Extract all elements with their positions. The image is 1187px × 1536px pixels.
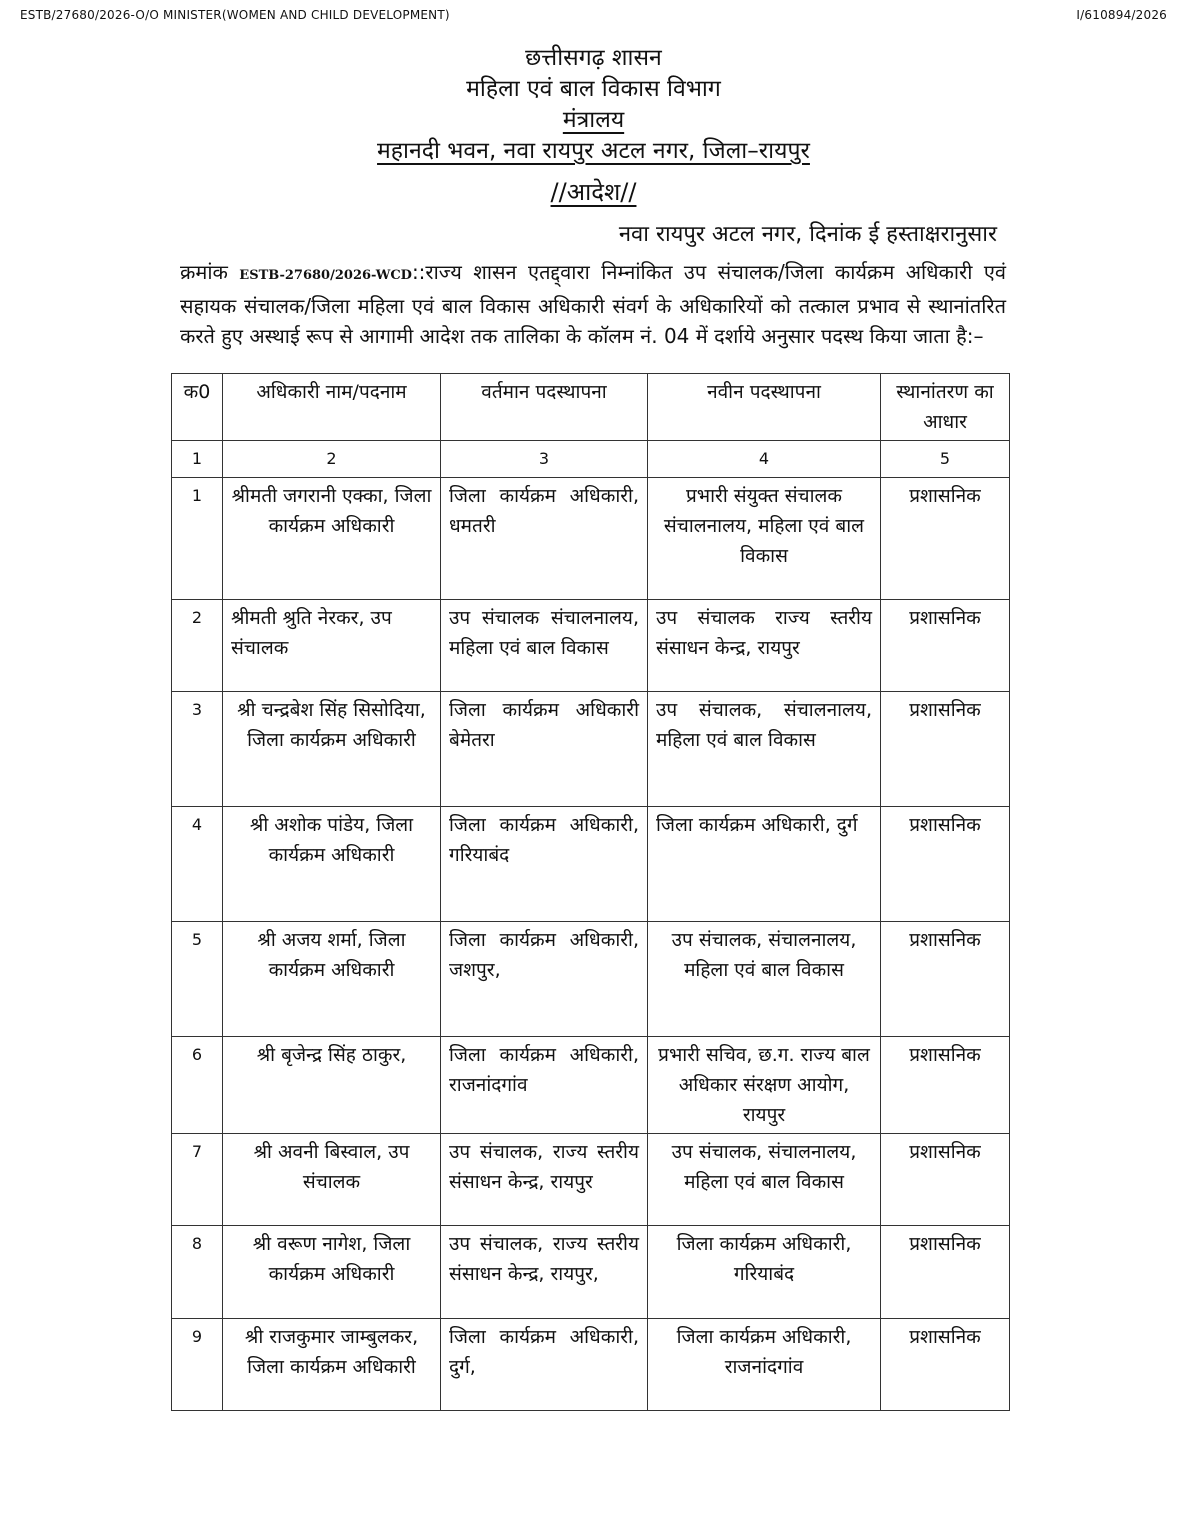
serial-number: 8 [172, 1226, 223, 1319]
table-row [172, 478, 1010, 600]
office-address: महानदी भवन, नवा रायपुर अटल नगर, जिला–रायपुर [377, 138, 810, 164]
order-title-wrap [0, 175, 1187, 208]
new-posting: प्रभारी सचिव, छ.ग. राज्य बाल अधिकार संरक्षण आयोग, रायपुर [648, 1037, 881, 1134]
serial-number: 9 [172, 1319, 223, 1411]
new-posting: जिला कार्यक्रम अधिकारी, गरियाबंद [648, 1226, 881, 1319]
table-row [172, 807, 1010, 922]
order-intro-paragraph [180, 257, 1006, 351]
header-officer-name: अधिकारी नाम/पदनाम [223, 374, 441, 441]
current-posting: जिला कार्यक्रम अधिकारी, धमतरी [441, 478, 648, 600]
serial-number: 4 [172, 807, 223, 922]
serial-number: 5 [172, 922, 223, 1037]
current-posting: उप संचालक संचालनालय, महिला एवं बाल विकास [441, 600, 648, 692]
current-posting: जिला कार्यक्रम अधिकारी, दुर्ग, [441, 1319, 648, 1411]
order-intro-text: ::राज्य शासन एतद्द्वारा निम्नांकित उप संचालक/जिला कार्यक्रम अधिकारी एवं सहायक संचालक/जिला महिला एवं बाल विकास अधिकारी संवर्ग के अधिकारियों को तत्काल प्रभाव से स्थानांतरित करते हुए अस्थाई रूप से आगामी आदेश तक तालिका के कॉलम नं. 04 में दर्शाये अनुसार पदस्थ किया जाता है:– [180, 260, 1006, 348]
transfer-basis: प्रशासनिक [881, 807, 1010, 922]
table-row [172, 692, 1010, 807]
address-line-wrap [0, 133, 1187, 165]
new-posting: जिला कार्यक्रम अधिकारी, राजनांदगांव [648, 1319, 881, 1411]
serial-number: 3 [172, 692, 223, 807]
table-row [172, 600, 1010, 692]
new-posting: उप संचालक, संचालनालय, महिला एवं बाल विकास [648, 1134, 881, 1226]
column-number: 4 [648, 441, 881, 478]
document-reference-bar [20, 8, 1167, 24]
transfer-basis: प्रशासनिक [881, 478, 1010, 600]
officer-name: श्री वरूण नागेश, जिला कार्यक्रम अधिकारी [223, 1226, 441, 1319]
officer-name: श्रीमती श्रुति नेरकर, उप संचालक [223, 600, 441, 692]
officer-name: श्री बृजेन्द्र सिंह ठाकुर, [223, 1037, 441, 1134]
current-posting: जिला कार्यक्रम अधिकारी, राजनांदगांव [441, 1037, 648, 1134]
transfer-basis: प्रशासनिक [881, 1226, 1010, 1319]
new-posting: उप संचालक, संचालनालय, महिला एवं बाल विकास [648, 922, 881, 1037]
header-current-posting: वर्तमान पदस्थापना [441, 374, 648, 441]
table-row [172, 1226, 1010, 1319]
header-serial: क0 [172, 374, 223, 441]
order-title: //आदेश// [550, 178, 637, 206]
officer-name: श्रीमती जगरानी एक्का, जिला कार्यक्रम अधिकारी [223, 478, 441, 600]
serial-number: 2 [172, 600, 223, 692]
serial-number: 1 [172, 478, 223, 600]
order-number-prefix: क्रमांक [180, 260, 240, 284]
column-number: 1 [172, 441, 223, 478]
government-name: छत्तीसगढ़ शासन [525, 45, 662, 71]
order-reference-number: ESTB-27680/2026-WCD [239, 268, 412, 283]
current-posting: जिला कार्यक्रम अधिकारी, गरियाबंद [441, 807, 648, 922]
transfer-table [171, 373, 1010, 1411]
header-new-posting: नवीन पदस्थापना [648, 374, 881, 441]
officer-name: श्री अवनी बिस्वाल, उप संचालक [223, 1134, 441, 1226]
column-number: 5 [881, 441, 1010, 478]
transfer-basis: प्रशासनिक [881, 1037, 1010, 1134]
officer-name: श्री अजय शर्मा, जिला कार्यक्रम अधिकारी [223, 922, 441, 1037]
current-posting: उप संचालक, राज्य स्तरीय संसाधन केन्द्र, रायपुर [441, 1134, 648, 1226]
serial-number: 6 [172, 1037, 223, 1134]
column-number-row [172, 441, 1010, 478]
table-header-row [172, 374, 1010, 441]
new-posting: प्रभारी संयुक्त संचालक संचालनालय, महिला एवं बाल विकास [648, 478, 881, 600]
receipt-number: I/610894/2026 [1076, 8, 1167, 22]
officer-name: श्री अशोक पांडेय, जिला कार्यक्रम अधिकारी [223, 807, 441, 922]
current-posting: उप संचालक, राज्य स्तरीय संसाधन केन्द्र, रायपुर, [441, 1226, 648, 1319]
serial-number: 7 [172, 1134, 223, 1226]
officer-name: श्री चन्द्रबेश सिंह सिसोदिया, जिला कार्यक्रम अधिकारी [223, 692, 441, 807]
header-transfer-basis: स्थानांतरण का आधार [881, 374, 1010, 441]
transfer-basis: प्रशासनिक [881, 922, 1010, 1037]
table-row [172, 922, 1010, 1037]
current-posting: जिला कार्यक्रम अधिकारी बेमेतरा [441, 692, 648, 807]
officer-name: श्री राजकुमार जाम्बुलकर, जिला कार्यक्रम अधिकारी [223, 1319, 441, 1411]
new-posting: जिला कार्यक्रम अधिकारी, दुर्ग [648, 807, 881, 922]
table-row [172, 1319, 1010, 1411]
date-line: नवा रायपुर अटल नगर, दिनांक ई हस्ताक्षरानुसार [618, 222, 997, 247]
new-posting: उप संचालक, संचालनालय, महिला एवं बाल विकास [648, 692, 881, 807]
current-posting: जिला कार्यक्रम अधिकारी, जशपुर, [441, 922, 648, 1037]
new-posting: उप संचालक राज्य स्तरीय संसाधन केन्द्र, रायपुर [648, 600, 881, 692]
column-number: 2 [223, 441, 441, 478]
file-reference: ESTB/27680/2026-O/O MINISTER(WOMEN AND CHILD DEVELOPMENT) [20, 8, 450, 22]
transfer-basis: प्रशासनिक [881, 1319, 1010, 1411]
transfer-basis: प्रशासनिक [881, 1134, 1010, 1226]
table-row [172, 1134, 1010, 1226]
column-number: 3 [441, 441, 648, 478]
ministry-label: मंत्रालय [562, 107, 625, 133]
ministry-line-wrap [0, 102, 1187, 134]
table-row [172, 1037, 1010, 1134]
transfer-basis: प्रशासनिक [881, 692, 1010, 807]
department-name: महिला एवं बाल विकास विभाग [466, 76, 721, 102]
transfer-basis: प्रशासनिक [881, 600, 1010, 692]
